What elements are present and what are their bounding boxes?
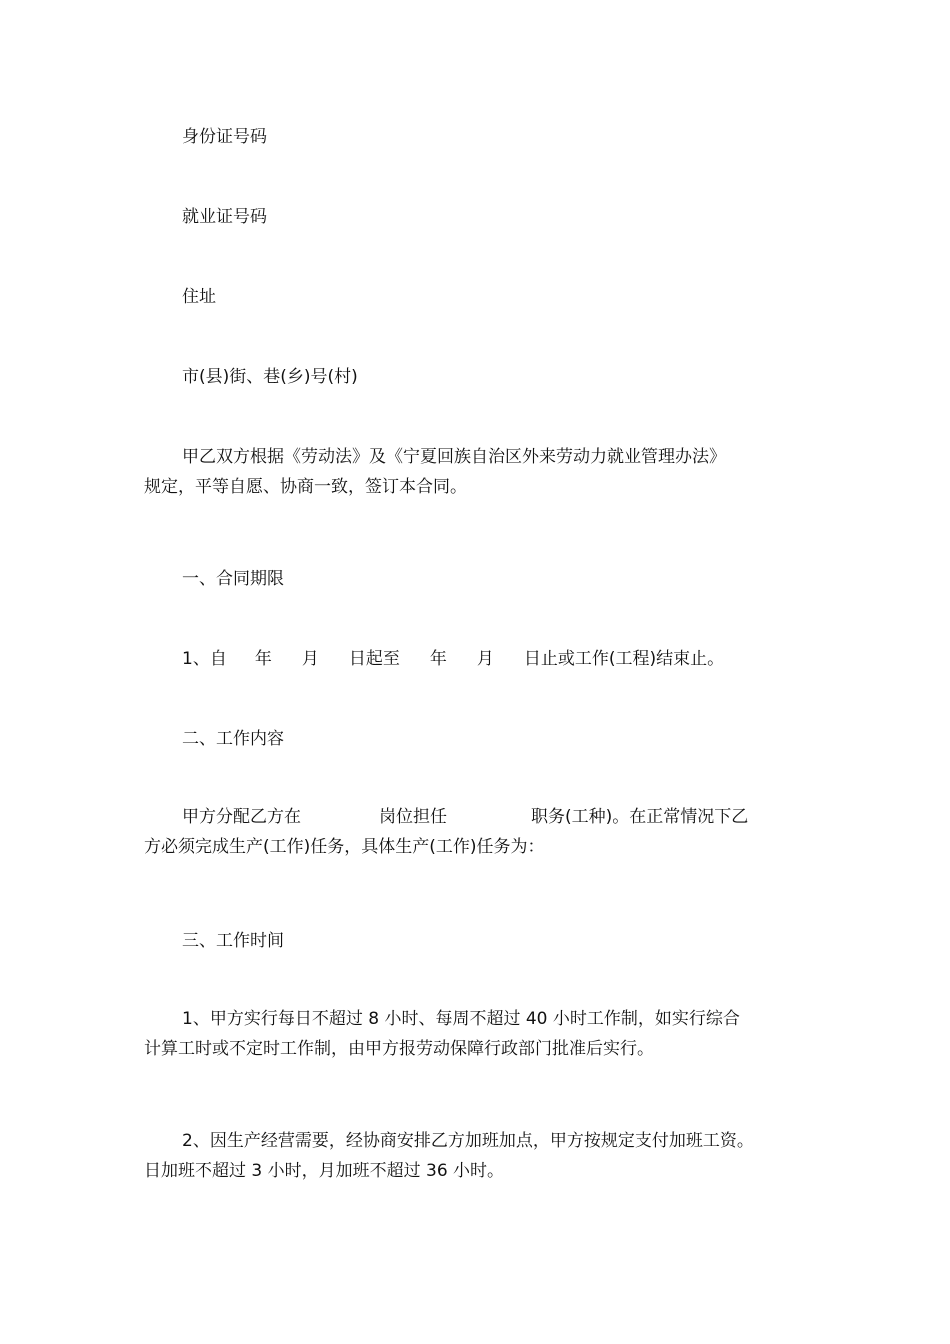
- address-label: 住址: [182, 287, 216, 307]
- employment-cert-label: 就业证号码: [182, 207, 267, 227]
- work-hours-item-1: [144, 1004, 824, 1064]
- intro-line-1: 甲乙双方根据《劳动法》及《宁夏回族自治区外来劳动力就业管理办法》: [182, 447, 726, 467]
- term-suffix: 日止或工作(工程)结束止。: [523, 649, 725, 669]
- intro-paragraph: [144, 442, 824, 502]
- term-year-1: 年: [254, 649, 272, 669]
- address-number: 号(村): [310, 367, 358, 387]
- term-year-2: 年: [429, 649, 447, 669]
- term-prefix: 1、自: [182, 649, 227, 669]
- work-hours-item-2: [144, 1126, 824, 1186]
- id-number-label: 身份证号码: [182, 127, 267, 147]
- work-content-paragraph: [144, 802, 824, 862]
- term-month-2: 月: [476, 649, 494, 669]
- work-hours-item-2-line-2: 日加班不超过 3 小时，月加班不超过 36 小时。: [144, 1161, 505, 1181]
- intro-line-2: 规定，平等自愿、协商一致，签订本合同。: [144, 477, 467, 497]
- term-month-1: 月: [301, 649, 319, 669]
- work-hours-item-1-line-2: 计算工时或不定时工作制，由甲方报劳动保障行政部门批准后实行。: [144, 1039, 654, 1059]
- work-content-part-3: 职务(工种)。在正常情况下乙: [531, 807, 749, 827]
- term-day-from: 日起至: [348, 649, 400, 669]
- section1-heading: 一、合同期限: [182, 569, 284, 589]
- section3-heading: 三、工作时间: [182, 931, 284, 951]
- term-dates-line: [144, 644, 824, 674]
- work-hours-item-1-line-1: 1、甲方实行每日不超过 8 小时、每周不超过 40 小时工作制，如实行综合: [182, 1009, 740, 1029]
- address-street: 街、巷(乡): [229, 367, 311, 387]
- address-city: 市(县): [182, 367, 230, 387]
- address-parts-line: [144, 362, 824, 392]
- work-content-part-2: 岗位担任: [379, 807, 447, 827]
- work-content-part-1: 甲方分配乙方在: [182, 807, 301, 827]
- section2-heading: 二、工作内容: [182, 729, 284, 749]
- work-hours-item-2-line-1: 2、因生产经营需要，经协商安排乙方加班加点，甲方按规定支付加班工资。: [182, 1131, 754, 1151]
- work-content-line-2: 方必须完成生产(工作)任务，具体生产(工作)任务为：: [144, 837, 545, 857]
